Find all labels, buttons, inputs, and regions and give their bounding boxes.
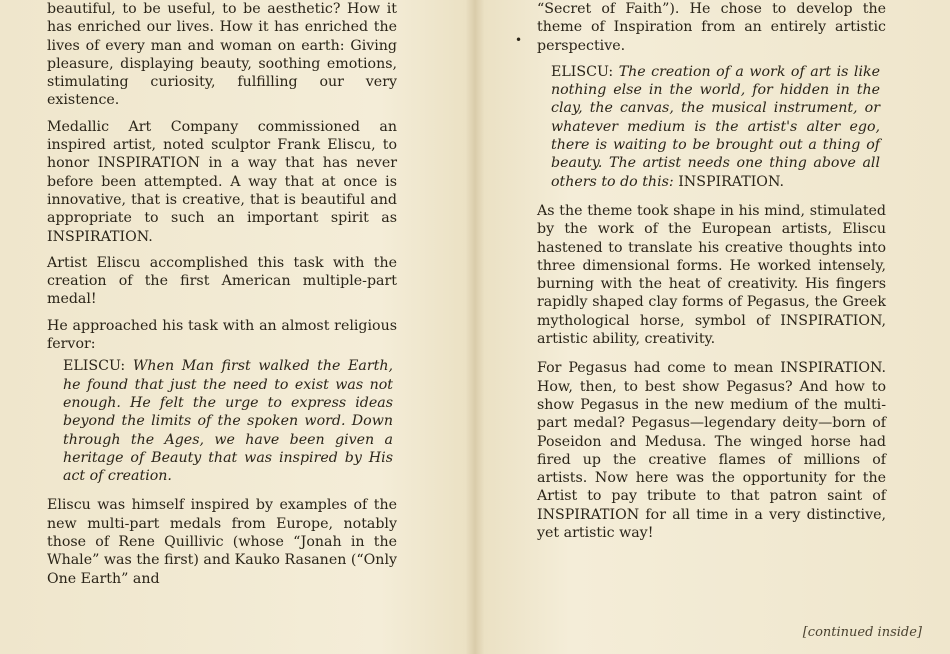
quote-text: The creation of a work of art is like nothing else in the world, for hidden in the clay, the canvas, the musical instrument, or whatever medium is the artist's alter ego, there is waiting to be brought out a thing of beauty. The artist needs one thing above all others to do this: [551, 63, 880, 190]
right-eliscu-quote [537, 63, 886, 191]
left-paragraph-1: beautiful, to be useful, to be aesthetic? How it has enriched our lives. How it has enriched the lives of every man and woman on earth: Giving pleasure, displaying beauty, soothing emotions, stimulating curiosity, fulfilling our very existence. [47, 1, 397, 109]
left-page [47, 0, 397, 654]
left-paragraph-4: He approached his task with an almost religious fervor: [47, 317, 397, 353]
quote-ending: INSPIRATION. [678, 173, 784, 190]
right-paragraph-3: For Pegasus had come to mean INSPIRATION. How, then, to best show Pegasus? And how to show Pegasus in the new medium of the multi-part medal? Pegasus—legendary deity—born of Poseidon and Medusa. The winged horse had fired up the creative flames of millions of artists. Now here was the opportunity for the Artist to pay tribute to that patron saint of INSPIRATION for all time in a very distinctive, yet artistic way! [537, 360, 886, 542]
left-paragraph-5: Eliscu was himself inspired by examples of the new multi-part medals from Europe, notably those of Rene Quillivic (whose “Jonah in the Whale” was the first) and Kauko Rasanen (“Only One Earth” and [47, 497, 397, 587]
right-paragraph-1: “Secret of Faith”). He chose to develop the theme of Inspiration from an entirely artistic perspective. [537, 1, 886, 54]
quote-speaker: ELISCU: [551, 63, 614, 80]
left-paragraph-3: Artist Eliscu accomplished this task with the creation of the first American multiple-part medal! [47, 254, 397, 308]
left-paragraph-2: Medallic Art Company commissioned an inspired artist, noted sculptor Frank Eliscu, to honor INSPIRATION in a way that has never before been attempted. A way that at once is innovative, that is creative, that is beautiful and appropriate to such an important spirit as INSPIRATION. [47, 118, 397, 245]
right-paragraph-2: As the theme took shape in his mind, stimulated by the work of the European artists, Eliscu hastened to translate his creative thoughts into three dimensional forms. He worked intensely, burning with the heat of creativity. His fingers rapidly shaped clay forms of Pegasus, the Greek mythological horse, symbol of INSPIRATION, artistic ability, creativity. [537, 202, 886, 348]
left-eliscu-quote [47, 357, 397, 485]
bullet-mark: • [515, 33, 523, 47]
right-page [537, 0, 886, 654]
continued-inside-note: [continued inside] [802, 625, 922, 640]
quote-text: When Man first walked the Earth, he found that just the need to exist was not enough. He felt the urge to express ideas beyond the limits of the spoken word. Down through the Ages, we have been given a heritage of Beauty that was inspired by His act of creation. [63, 358, 393, 485]
quote-speaker: ELISCU: [63, 358, 126, 375]
